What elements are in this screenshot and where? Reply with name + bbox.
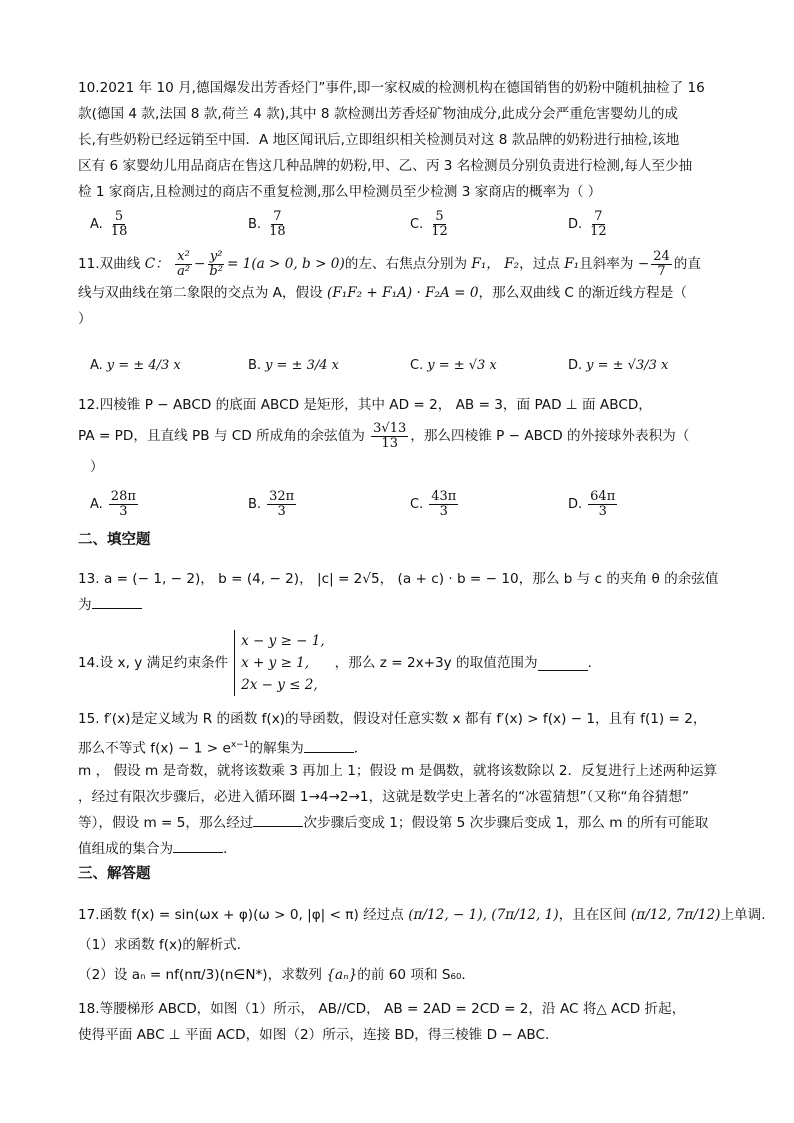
q16-line2: ，经过有限次步骤后，必进入循环圈 1→4→2→1，这就是数学史上著名的“冰雹猜想”（又称“角谷猜想” [78, 789, 690, 805]
q11-line1: 11.双曲线 C： $\frac{\text{x²}}{\text{a²}}$ − $\frac{\text{y²}}{\text{b²}}$ = 1(a > 0, b > 0)的左、右焦点分别为 F₁， F₂，过点 F₁且斜率为 − $\frac{24}{7}$ 的直 [78, 248, 701, 279]
question-17 [78, 900, 775, 990]
q11-line2: 线与双曲线在第二象限的交点为 A，假设 (F₁F₂ + F₁A) · F₂A = 0，那么双曲线 C 的渐近线方程是（ [78, 285, 687, 301]
q18-line2: 使得平面 ABC ⊥ 平面 ACD，如图（2）所示，连接 BD，得三棱锥 D − ABC． [78, 1027, 559, 1043]
q12-option-d[interactable]: D. $\frac{64\pi}{3}$ [568, 489, 616, 519]
option-fraction: $\frac{7}{12}$ [590, 209, 607, 239]
q10-line: 款(德国 4 款,法国 8 款,荷兰 4 款),其中 8 款检测出芳香烃矿物油成分,此成分会严重危害婴幼儿的成 [78, 106, 679, 122]
question-18 [78, 996, 718, 1048]
option-fraction: $\frac{7}{18}$ [269, 209, 286, 239]
answer-blank[interactable] [173, 838, 223, 853]
q16-line1: m ， 假设 m 是奇数，就将该数乘 3 再加上 1；假设 m 是偶数，就将该数除以 2．反复进行上述两种运算 [78, 763, 718, 779]
option-label: C. [410, 217, 424, 232]
q14-line: 14.设 x, y 满足约束条件 x − y ≥ − 1, x + y ≥ 1, 2x − y ≤ 2, ，那么 z = 2x+3y 的取值范围为 ． [78, 630, 718, 696]
answer-blank[interactable] [92, 594, 142, 609]
option-label: D. [568, 217, 583, 232]
question-15 [78, 706, 718, 762]
q18-line1: 18.等腰梯形 ABCD，如图（1）所示， AB//CD， AB = 2AD = 2CD = 2，沿 AC 将△ ACD 折起， [78, 1001, 686, 1017]
q16-line4: 值组成的集合为 ． [78, 836, 718, 862]
q15-line1: 15. f′(x)是定义域为 R 的函数 f(x)的导函数，假设对任意实数 x 都有 f′(x) > f(x) − 1，且有 f(1) = 2， [78, 711, 707, 727]
q11-line3: ） [78, 311, 92, 327]
q12-option-a[interactable]: A. $\frac{28\pi}{3}$ [90, 489, 136, 519]
question-10 [78, 75, 718, 205]
q10-options [90, 210, 650, 242]
q10-option-b[interactable] [248, 210, 290, 239]
q11-option-b[interactable]: B. y = ± 3/4 x [248, 358, 339, 373]
question-11 [78, 248, 718, 332]
q10-line: 10.2021 年 10 月,德国爆发出芳香烃门”事件,即一家权威的检测机构在德国销售的奶粉中随机抽检了 16 [78, 80, 705, 96]
q11-option-c[interactable]: C. y = ± √3 x [410, 358, 497, 373]
q11-option-d[interactable]: D. y = ± √3/3 x [568, 358, 669, 373]
q10-line: 长,有些奶粉已经远销至中国．A 地区闻讯后,立即组织相关检测员对这 8 款品牌的奶粉进行抽检,该地 [78, 132, 680, 148]
q10-option-d[interactable] [568, 210, 611, 239]
option-label: B. [248, 217, 262, 232]
q17-sub2: （2）设 aₙ = nf(nπ/3)(n∈N*)，求数列 {aₙ}的前 60 项和 S₆₀． [78, 967, 475, 983]
question-16 [78, 758, 718, 862]
option-fraction: $\frac{5}{18}$ [110, 209, 128, 239]
q10-option-c[interactable] [410, 210, 452, 239]
section-heading-answer: 三、解答题 [78, 866, 151, 882]
q12-line2: PA = PD，且直线 PB 与 CD 所成角的余弦值为 $\frac{3√13}{13}$ ，那么四棱锥 P − ABCD 的外接球外表积为（ [78, 420, 690, 451]
q12-line1: 12.四棱锥 P − ABCD 的底面 ABCD 是矩形，其中 AD = 2， AB = 3，面 PAD ⊥ 面 ABCD， [78, 397, 652, 413]
option-label: A. [90, 217, 103, 232]
q11-option-a[interactable]: A. y = ± 4/3 x [90, 358, 181, 373]
question-12 [78, 392, 718, 480]
q17-sub1: （1）求函数 f(x)的解析式． [78, 937, 251, 953]
q10-line: 区有 6 家婴幼儿用品商店在售这几种品牌的奶粉,甲、乙、丙 3 名检测员分别负责进行检测,每人至少抽 [78, 158, 693, 174]
q10-line: 检 1 家商店,且检测过的商店不重复检测,那么甲检测员至少检测 3 家商店的概率为（ ） [78, 184, 602, 200]
q15-line2: 那么不等式 $f(x) - 1 > e^{x-1}$的解集为 ． [78, 732, 718, 762]
q17-line1: 17.函数 f(x) = sin(ωx + φ)(ω > 0, |φ| < π) 经过点 (π/12, − 1), (7π/12, 1)，且在区间 (π/12, 7π/12)上单调． [78, 907, 775, 923]
q12-option-c[interactable]: C. $\frac{43\pi}{3}$ [410, 489, 457, 519]
answer-blank[interactable] [304, 738, 354, 753]
question-14 [78, 630, 718, 696]
q13-line2: 为 [78, 592, 718, 618]
q12-line3: ） [90, 459, 104, 475]
q11-options [90, 358, 669, 390]
answer-blank[interactable] [538, 656, 588, 671]
q10-option-a[interactable] [90, 210, 131, 239]
section-heading-fill-in: 二、填空题 [78, 532, 151, 548]
answer-blank[interactable] [253, 812, 303, 827]
q12-options [90, 490, 650, 522]
constraint-system: x − y ≥ − 1, x + y ≥ 1, 2x − y ≤ 2, [234, 630, 325, 696]
q16-line3: 等），假设 m = 5，那么经过 次步骤后变成 1；假设第 5 次步骤后变成 1，那么 m 的所有可能取 [78, 810, 718, 836]
q12-option-b[interactable]: B. $\frac{32\pi}{3}$ [248, 489, 295, 519]
q13-line1: 13. a = (− 1, − 2)， b = (4, − 2)， |c| = 2√5， (a + c) · b = − 10，那么 b 与 c 的夹角 θ 的余弦值 [78, 571, 719, 587]
question-13 [78, 566, 718, 618]
option-fraction: $\frac{5}{12}$ [431, 209, 448, 239]
